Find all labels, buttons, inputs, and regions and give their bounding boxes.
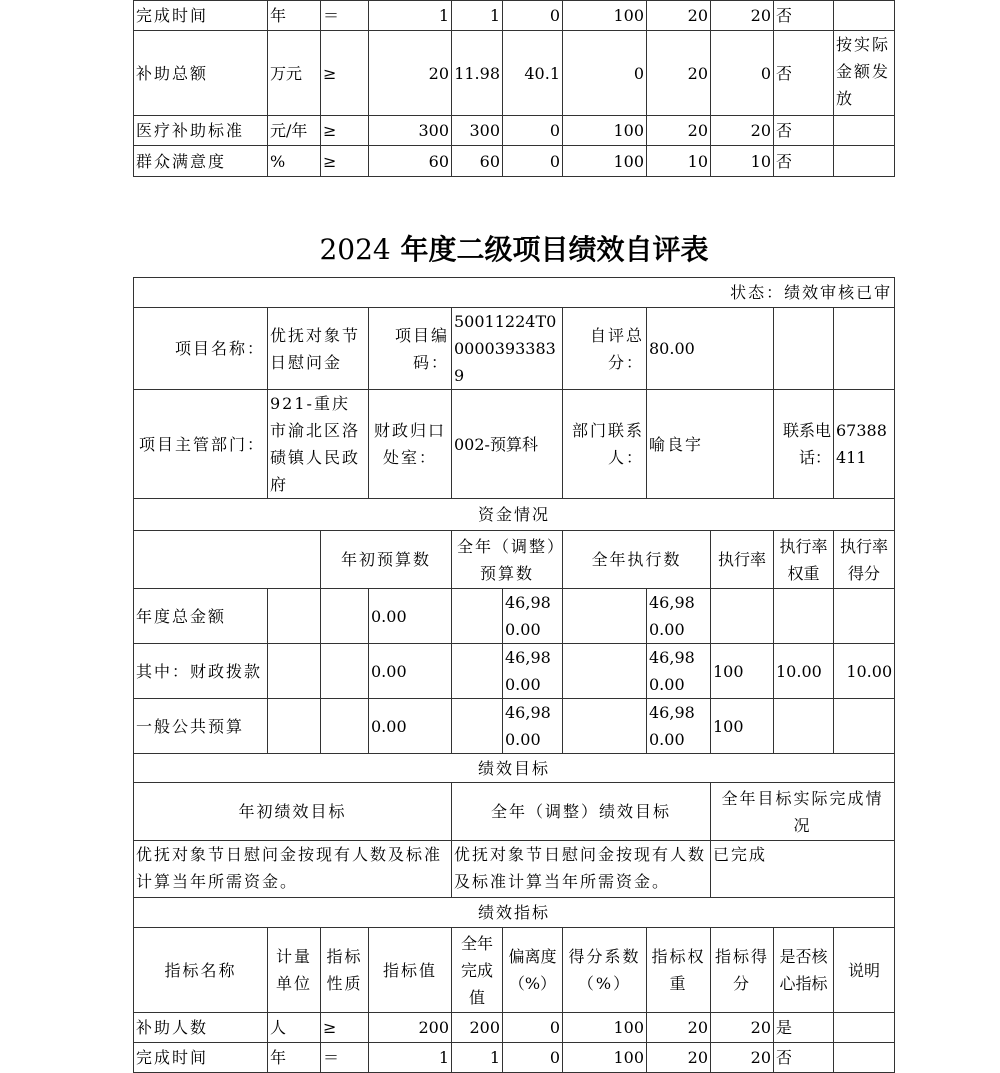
indicator-note: [834, 1013, 895, 1043]
empty-cell: [774, 308, 834, 390]
coef-header: 得分系数（%）: [563, 928, 647, 1013]
indicator-target: 1: [369, 1043, 452, 1073]
indicator-deviation: 0: [503, 146, 563, 177]
phone-value: 67388411: [834, 390, 895, 499]
page-title: 2024 年度二级项目绩效自评表: [319, 233, 709, 266]
adjusted-budget: 46,980.00: [503, 699, 563, 754]
rate-weight: [774, 589, 834, 644]
funding-label: 年度总金额: [134, 589, 268, 644]
self-score-value: 80.00: [647, 308, 774, 390]
target-header: 指标值: [369, 928, 452, 1013]
actual-goal-text: 已完成: [711, 841, 895, 898]
indicator-actual: 1: [452, 1043, 503, 1073]
office-value: 002-预算科: [452, 390, 563, 499]
initial-budget: 0.00: [369, 644, 452, 699]
indicator-score: 20: [711, 1043, 774, 1073]
indicator-unit: 年: [268, 1, 321, 31]
indicator-note: [834, 116, 895, 146]
indicator-target: 300: [369, 116, 452, 146]
empty-cell: [321, 644, 369, 699]
indicator-score: 20: [711, 116, 774, 146]
project-code-value: 50011224T000003933839: [452, 308, 563, 390]
executed-header: 全年执行数: [563, 531, 711, 589]
indicator-deviation: 40.1: [503, 31, 563, 116]
empty-cell: [452, 699, 503, 754]
actual-goal-header: 全年目标实际完成情况: [711, 783, 895, 841]
indicator-coef: 100: [563, 1043, 647, 1073]
empty-cell: [321, 699, 369, 754]
dept-value: 921-重庆市渝北区洛碛镇人民政府: [268, 390, 369, 499]
rate-score: 10.00: [834, 644, 895, 699]
execution-rate: [711, 589, 774, 644]
goals-section-header: 绩效目标: [134, 754, 895, 783]
indicators-section-header: 绩效指标: [134, 898, 895, 928]
indicator-nature: ＝: [321, 1, 369, 31]
empty-cell: [452, 644, 503, 699]
indicator-deviation: 0: [503, 116, 563, 146]
weight-header: 指标权重: [647, 928, 711, 1013]
indicator-coef: 100: [563, 1013, 647, 1043]
indicator-note: [834, 146, 895, 177]
funding-label: 其中：财政拨款: [134, 644, 268, 699]
table-row: [134, 1043, 895, 1073]
indicator-note: [834, 1043, 895, 1073]
adjusted-goal-header: 全年（调整）绩效目标: [452, 783, 711, 841]
unit-header: 计量单位: [268, 928, 321, 1013]
indicator-nature: ＝: [321, 1043, 369, 1073]
contact-label: 部门联系人：: [563, 390, 647, 499]
indicator-score: 20: [711, 1, 774, 31]
indicator-nature: ≥: [321, 116, 369, 146]
indicator-note: [834, 1, 895, 31]
table-row: [134, 116, 895, 146]
indicator-name: 完成时间: [134, 1043, 268, 1073]
indicator-unit: 元/年: [268, 116, 321, 146]
empty-cell: [268, 644, 321, 699]
indicator-core: 否: [774, 116, 834, 146]
indicator-actual: 1: [452, 1, 503, 31]
table-row: [134, 1, 895, 31]
executed-amount: 46,980.00: [647, 699, 711, 754]
indicator-name: 补助人数: [134, 1013, 268, 1043]
funding-label: 一般公共预算: [134, 699, 268, 754]
indicator-note: 按实际金额发放: [834, 31, 895, 116]
deviation-header: 偏离度（%）: [503, 928, 563, 1013]
initial-budget-header: 年初预算数: [321, 531, 452, 589]
status-text: 状态：绩效审核已审: [134, 278, 895, 308]
indicator-nature: ≥: [321, 1013, 369, 1043]
funding-row: [134, 699, 895, 754]
actual-header: 全年完成值: [452, 928, 503, 1013]
indicator-weight: 20: [647, 31, 711, 116]
indicator-coef: 100: [563, 1, 647, 31]
indicator-score: 0: [711, 31, 774, 116]
nature-header: 指标性质: [321, 928, 369, 1013]
empty-cell: [563, 644, 647, 699]
rate-weight: [774, 699, 834, 754]
empty-cell: [134, 531, 321, 589]
office-label: 财政归口处室：: [369, 390, 452, 499]
indicator-nature: ≥: [321, 146, 369, 177]
indicator-name: 群众满意度: [134, 146, 268, 177]
project-code-label: 项目编码：: [369, 308, 452, 390]
indicator-weight: 20: [647, 1013, 711, 1043]
empty-cell: [563, 589, 647, 644]
adjusted-goal-text: 优抚对象节日慰问金按现有人数及标准计算当年所需资金。: [452, 841, 711, 898]
initial-goal-header: 年初绩效目标: [134, 783, 452, 841]
core-header: 是否核心指标: [774, 928, 834, 1013]
indicator-actual: 200: [452, 1013, 503, 1043]
empty-cell: [563, 699, 647, 754]
indicator-actual: 300: [452, 116, 503, 146]
project-name-value: 优抚对象节日慰问金: [268, 308, 369, 390]
rate-score-header: 执行率得分: [834, 531, 895, 589]
indicator-target: 1: [369, 1, 452, 31]
indicator-coef: 100: [563, 116, 647, 146]
initial-budget: 0.00: [369, 699, 452, 754]
empty-cell: [268, 589, 321, 644]
self-score-label: 自评总分：: [563, 308, 647, 390]
rate-weight: 10.00: [774, 644, 834, 699]
score-header: 指标得分: [711, 928, 774, 1013]
indicator-weight: 10: [647, 146, 711, 177]
executed-amount: 46,980.00: [647, 589, 711, 644]
indicator-weight: 20: [647, 1043, 711, 1073]
adjusted-budget-header: 全年（调整）预算数: [452, 531, 563, 589]
indicator-coef: 0: [563, 31, 647, 116]
funding-row: [134, 644, 895, 699]
indicator-actual: 60: [452, 146, 503, 177]
indicator-coef: 100: [563, 146, 647, 177]
indicator-target: 60: [369, 146, 452, 177]
table-row: [134, 1013, 895, 1043]
rate-header: 执行率: [711, 531, 774, 589]
indicator-unit: %: [268, 146, 321, 177]
empty-cell: [834, 308, 895, 390]
indicator-weight: 20: [647, 1, 711, 31]
table-row: [134, 31, 895, 116]
empty-cell: [321, 589, 369, 644]
table-row: [134, 146, 895, 177]
execution-rate: 100: [711, 644, 774, 699]
indicator-name: 完成时间: [134, 1, 268, 31]
indicator-name: 医疗补助标准: [134, 116, 268, 146]
previous-indicator-table: [133, 0, 895, 177]
indicator-score: 20: [711, 1013, 774, 1043]
indicator-deviation: 0: [503, 1, 563, 31]
initial-budget: 0.00: [369, 589, 452, 644]
indicator-core: 否: [774, 31, 834, 116]
phone-label: 联系电话：: [774, 390, 834, 499]
note-header: 说明: [834, 928, 895, 1013]
empty-cell: [452, 589, 503, 644]
funding-section-header: 资金情况: [134, 499, 895, 531]
indicator-name-header: 指标名称: [134, 928, 268, 1013]
rate-score: [834, 589, 895, 644]
indicator-unit: 万元: [268, 31, 321, 116]
indicator-deviation: 0: [503, 1013, 563, 1043]
adjusted-budget: 46,980.00: [503, 589, 563, 644]
indicator-score: 10: [711, 146, 774, 177]
project-name-label: 项目名称：: [134, 308, 268, 390]
indicator-actual: 11.98: [452, 31, 503, 116]
indicator-weight: 20: [647, 116, 711, 146]
execution-rate: 100: [711, 699, 774, 754]
performance-self-evaluation-table: [133, 277, 895, 1073]
indicator-deviation: 0: [503, 1043, 563, 1073]
indicator-unit: 人: [268, 1013, 321, 1043]
indicator-core: 否: [774, 146, 834, 177]
indicator-unit: 年: [268, 1043, 321, 1073]
empty-cell: [268, 699, 321, 754]
funding-row: [134, 589, 895, 644]
indicator-core: 否: [774, 1, 834, 31]
rate-weight-header: 执行率权重: [774, 531, 834, 589]
indicator-target: 20: [369, 31, 452, 116]
adjusted-budget: 46,980.00: [503, 644, 563, 699]
executed-amount: 46,980.00: [647, 644, 711, 699]
contact-value: 喻良宇: [647, 390, 774, 499]
initial-goal-text: 优抚对象节日慰问金按现有人数及标准计算当年所需资金。: [134, 841, 452, 898]
rate-score: [834, 699, 895, 754]
indicator-target: 200: [369, 1013, 452, 1043]
indicator-nature: ≥: [321, 31, 369, 116]
dept-label: 项目主管部门：: [134, 390, 268, 499]
indicator-core: 否: [774, 1043, 834, 1073]
indicator-core: 是: [774, 1013, 834, 1043]
indicator-name: 补助总额: [134, 31, 268, 116]
